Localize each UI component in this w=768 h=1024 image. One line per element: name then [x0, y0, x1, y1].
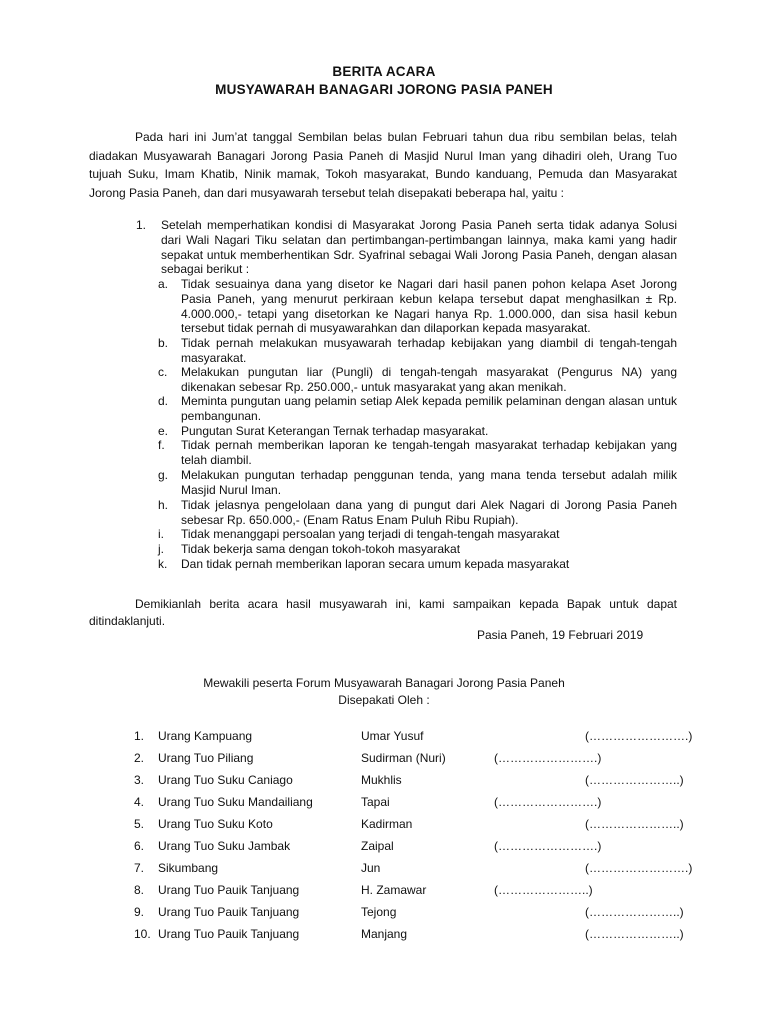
signatory-number: 4.: [134, 795, 145, 809]
reason-item: [0, 394, 768, 423]
signature-line: (…………………….): [494, 839, 602, 853]
reason-text: Melakukan pungutan liar (Pungli) di tengah-tengah masyarakat (Pengurus NA) yang dikenakan sebesar Rp. 250.000,- untuk masyarakat yang akan menikah.: [181, 365, 677, 394]
signatory-number: 10.: [134, 927, 151, 941]
signature-line: (…………………..): [585, 773, 684, 787]
reason-letter: c.: [158, 365, 168, 379]
signatory-role: Urang Tuo Pauik Tanjuang: [158, 905, 300, 919]
signatory-row: [0, 883, 768, 899]
signatory-role: Urang Tuo Suku Mandailiang: [158, 795, 313, 809]
point-1-number: 1.: [136, 218, 147, 232]
signatory-number: 6.: [134, 839, 145, 853]
signature-line: (…………………..): [585, 905, 684, 919]
reason-letter: g.: [158, 468, 169, 482]
signatory-number: 2.: [134, 751, 145, 765]
signature-line: (…………………..): [585, 817, 684, 831]
reason-text: Tidak bekerja sama dengan tokoh-tokoh masyarakat: [181, 542, 461, 556]
reason-letter: h.: [158, 498, 169, 512]
representing-line: Mewakili peserta Forum Musyawarah Banagari Jorong Pasia Paneh: [203, 676, 565, 690]
signatory-number: 7.: [134, 861, 145, 875]
signatory-row: [0, 795, 768, 811]
signatory-row: [0, 839, 768, 855]
signatory-name: Mukhlis: [361, 773, 402, 787]
signatory-role: Urang Tuo Suku Koto: [158, 817, 273, 831]
reason-item: [0, 438, 768, 467]
reason-item: [0, 527, 768, 541]
signatory-role: Urang Tuo Suku Jambak: [158, 839, 291, 853]
agreed-by-line: Disepakati Oleh :: [338, 693, 430, 707]
reason-text: Tidak jelasnya pengelolaan dana yang di pungut dari Alek Nagari di Jorong Pasia Paneh sebesar Rp. 650.000,- (Enam Ratus Enam Puluh Ribu Rupiah).: [181, 498, 677, 527]
signatory-row: [0, 751, 768, 767]
signatory-name: Tapai: [361, 795, 390, 809]
reason-item: [0, 336, 768, 365]
signatory-number: 9.: [134, 905, 145, 919]
point-1-text: Setelah memperhatikan kondisi di Masyarakat Jorong Pasia Paneh serta tidak adanya Solusi dari Wali Nagari Tiku selatan dan pertimbangan-pertimbangan lainnya, maka kami yang hadir sepakat untuk memberhentikan Sdr. Syafrinal sebagai Wali Jorong Pasia Paneh, dengan alasan sebagai berikut :: [161, 218, 677, 277]
signatory-name: Umar Yusuf: [361, 729, 424, 743]
signatory-name: Jun: [361, 861, 381, 875]
signatory-role: Urang Tuo Suku Caniago: [158, 773, 293, 787]
signature-line: (…………………….): [494, 751, 602, 765]
signature-line: (…………………….): [585, 861, 693, 875]
signatory-role: Urang Kampuang: [158, 729, 253, 743]
signatory-role: Urang Tuo Pauik Tanjuang: [158, 883, 300, 897]
reason-letter: k.: [158, 557, 168, 571]
signatory-name: Tejong: [361, 905, 397, 919]
signatory-row: [0, 927, 768, 943]
reason-text: Tidak sesuainya dana yang disetor ke Nagari dari hasil panen pohon kelapa Aset Jorong Pasia Paneh, yang menurut perkiraan kebun kelapa tersebut dapat menghasilkan ± Rp. 4.000.000,- tetapi yang disetorkan ke Nagari hanya Rp. 1.000.000, dan sisa hasil kebun tersebut tidak pernah di musyawarahkan dan dilaporkan kepada masyarakat.: [181, 277, 677, 336]
signatory-row: [0, 905, 768, 921]
signature-line: (…………………….): [585, 729, 693, 743]
intro-paragraph: [89, 128, 677, 202]
reason-letter: a.: [158, 277, 169, 291]
signatory-number: 5.: [134, 817, 145, 831]
signatory-row: [0, 861, 768, 877]
signatory-name: Sudirman (Nuri): [361, 751, 446, 765]
signature-line: (…………………..): [585, 927, 684, 941]
reason-text: Dan tidak pernah memberikan laporan secara umum kepada masyarakat: [181, 557, 570, 571]
signatory-role: Urang Tuo Piliang: [158, 751, 254, 765]
signatory-name: Manjang: [361, 927, 408, 941]
document-title: BERITA ACARA: [332, 64, 436, 79]
reason-text: Tidak menanggapi persoalan yang terjadi di tengah-tengah masyarakat: [181, 527, 560, 541]
signatory-role: Sikumbang: [158, 861, 219, 875]
reason-letter: b.: [158, 336, 169, 350]
reason-text: Pungutan Surat Keterangan Ternak terhadap masyarakat.: [181, 424, 489, 438]
signatory-name: Kadirman: [361, 817, 413, 831]
reason-letter: e.: [158, 424, 169, 438]
closing-text: Demikianlah berita acara hasil musyawarah ini, kami sampaikan kepada Bapak untuk dapat ditindaklanjuti.: [89, 597, 677, 628]
signatory-row: [0, 729, 768, 745]
reason-text: Melakukan pungutan terhadap penggunan tenda, yang mana tenda tersebut adalah milik Masjid Nurul Iman.: [181, 468, 677, 497]
reason-letter: i.: [158, 527, 164, 541]
reason-text: Tidak pernah melakukan musyawarah terhadap kebijakan yang diambil di tengah-tengah masyarakat.: [181, 336, 677, 365]
place-date: Pasia Paneh, 19 Februari 2019: [477, 628, 644, 642]
signatory-row: [0, 773, 768, 789]
reason-item: [0, 542, 768, 556]
intro-text: Pada hari ini Jum’at tanggal Sembilan belas bulan Februari tahun dua ribu sembilan belas, telah diadakan Musyawarah Banagari Jorong Pasia Paneh di Masjid Nurul Iman yang dihadiri oleh, Urang Tuo tujuah Suku, Imam Khatib, Ninik mamak, Tokoh masyarakat, Bundo kanduang, Pemuda dan Masyarakat Jorong Pasia Paneh, dan dari musyawarah tersebut telah disepakati beberapa hal, yaitu :: [89, 130, 677, 200]
reason-letter: j.: [158, 542, 164, 556]
document-subtitle: MUSYAWARAH BANAGARI JORONG PASIA PANEH: [215, 82, 553, 97]
signatory-name: H. Zamawar: [361, 883, 427, 897]
signatory-number: 8.: [134, 883, 145, 897]
reason-letter: d.: [158, 394, 169, 408]
signature-line: (…………………..): [494, 883, 593, 897]
signatory-name: Zaipal: [361, 839, 394, 853]
reason-text: Meminta pungutan uang pelamin setiap Alek kepada pemilik pelaminan dengan alasan untuk pembangunan.: [181, 394, 677, 423]
signatory-number: 3.: [134, 773, 145, 787]
reason-item: [0, 365, 768, 394]
reason-item: [0, 424, 768, 438]
signatory-role: Urang Tuo Pauik Tanjuang: [158, 927, 300, 941]
reason-item: [0, 557, 768, 571]
reason-text: Tidak pernah memberikan laporan ke tengah-tengah masyarakat terhadap kebijakan yang telah diambil.: [181, 438, 677, 467]
closing-paragraph: [89, 596, 677, 630]
signatory-row: [0, 817, 768, 833]
reason-letter: f.: [158, 438, 165, 452]
signature-line: (…………………….): [494, 795, 602, 809]
reason-item: [0, 498, 768, 527]
reason-item: [0, 277, 768, 336]
reason-item: [0, 468, 768, 497]
signatory-number: 1.: [134, 729, 145, 743]
